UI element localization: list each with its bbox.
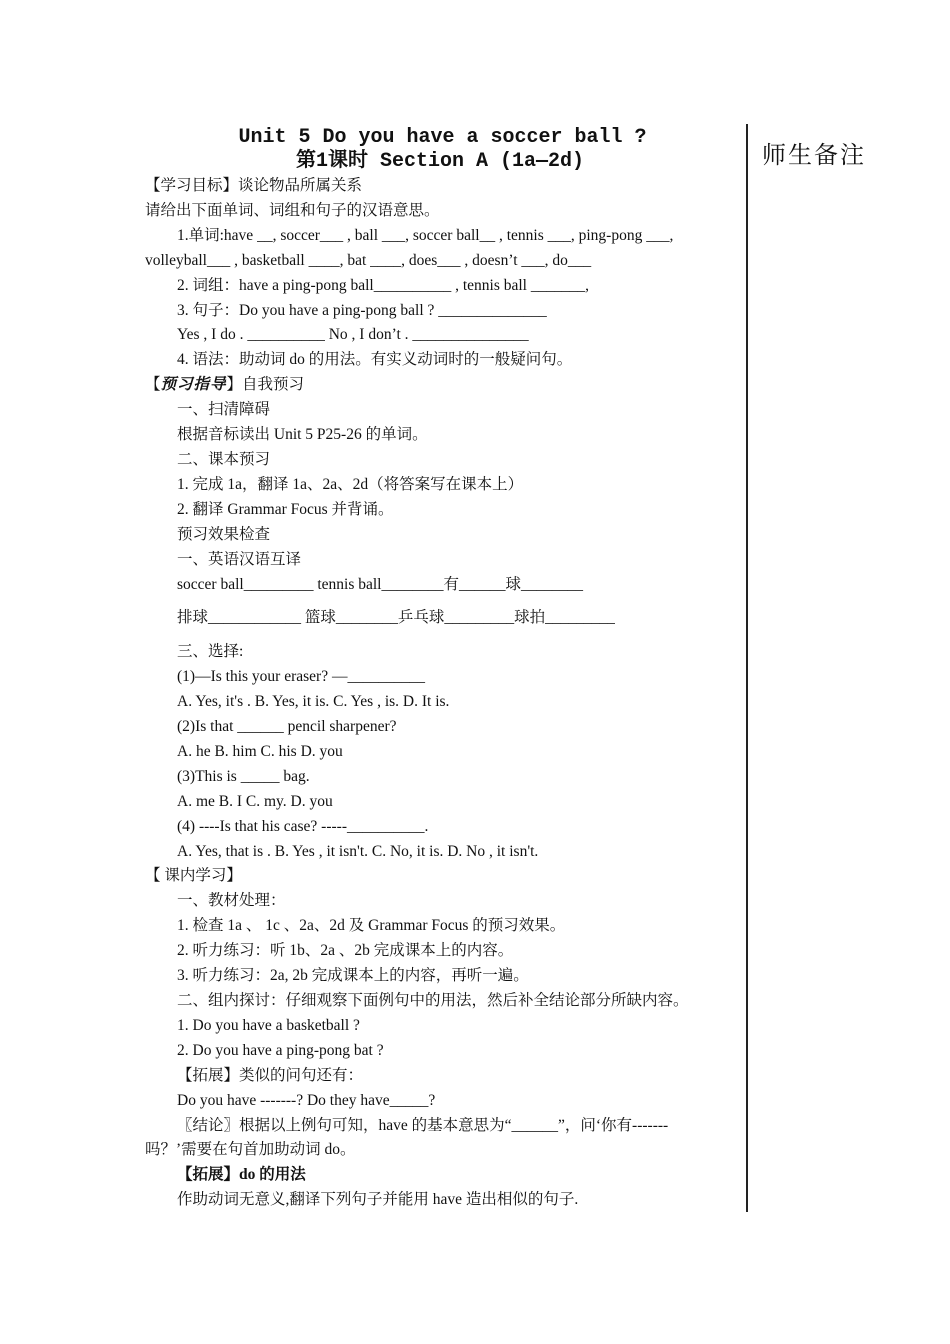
main-content xyxy=(145,126,735,1213)
list-item: 一、扫清障碍 xyxy=(177,401,271,419)
phrases-line: 2. 词组：have a ping-pong ball__________ , tennis ball _______, xyxy=(177,276,589,294)
answer-line: Yes , I do . __________ No , I don’t . _______________ xyxy=(177,326,529,344)
list-item: 一、英语汉语互译 xyxy=(177,550,302,568)
options-item: A. Yes, it's . B. Yes, it is. C. Yes , is. D. It is. xyxy=(177,693,450,711)
list-item: 1. 完成 1a，翻译 1a、2a、2d（将答案写在课本上） xyxy=(177,475,524,493)
grammar-line: 4. 语法：助动词 do 的用法。有实义动词时的一般疑问句。 xyxy=(177,351,573,369)
translation-line: 排球____________ 篮球________乒乓球_________球拍_________ xyxy=(177,609,615,627)
teacher-student-notes-heading: 师生备注 xyxy=(762,141,866,169)
options-item: A. he B. him C. his D. you xyxy=(177,742,343,760)
list-item: 2. 翻译 Grammar Focus 并背诵。 xyxy=(177,500,394,518)
question-item: (1)—Is this your eraser? —__________ xyxy=(177,668,425,686)
list-item: 二、课本预习 xyxy=(177,450,271,468)
preview-guide-heading: 【预习指导】自我预习 xyxy=(145,376,305,394)
vocab-words-line: 1.单词:have __, soccer___ , ball ___, soccer ball__ , tennis ___, ping-pong ___, xyxy=(177,226,674,244)
do-usage-heading: 【拓展】do 的用法 xyxy=(177,1166,306,1184)
options-item: A. Yes, that is . B. Yes , it isn't. C. No, it is. D. No , it isn't. xyxy=(177,842,539,860)
in-class-heading: 【 课内学习】 xyxy=(145,867,242,885)
list-item: 3. 听力练习：2a, 2b 完成课本上的内容，再听一遍。 xyxy=(177,967,529,985)
choice-heading: 三、选择: xyxy=(177,643,244,661)
list-item: 1. 检查 1a 、 1c 、2a、2d 及 Grammar Focus 的预习效果。 xyxy=(177,917,566,935)
list-item: 根据音标读出 Unit 5 P25-26 的单词。 xyxy=(177,426,428,444)
list-item: Do you have -------? Do they have_____? xyxy=(177,1091,436,1109)
sentence-line: 3. 句子：Do you have a ping-pong ball ? ______________ xyxy=(177,301,547,319)
translation-line: soccer ball_________ tennis ball________有______球________ xyxy=(177,575,583,593)
vocab-words-line-continued: volleyball___ , basketball ____, bat ____, does___ , doesn’t ___, do___ xyxy=(145,251,592,269)
list-item: 一、教材处理： xyxy=(177,892,286,910)
question-item: (4) ----Is that his case? -----__________. xyxy=(177,817,429,835)
example-sentence: 2. Do you have a ping-pong bat ? xyxy=(177,1041,384,1059)
list-item: 预习效果检查 xyxy=(177,525,271,543)
lesson-title: 第1课时 Section A (1a—2d) xyxy=(295,150,585,173)
example-sentence: 1. Do you have a basketball ? xyxy=(177,1016,360,1034)
options-item: A. me B. I C. my. D. you xyxy=(177,792,333,810)
list-item: 二、组内探讨：仔细观察下面例句中的用法，然后补全结论部分所缺内容。 xyxy=(177,992,689,1009)
question-item: (2)Is that ______ pencil sharpener? xyxy=(177,718,397,736)
unit-title: Unit 5 Do you have a soccer ball ? xyxy=(238,126,647,149)
question-item: (3)This is _____ bag. xyxy=(177,767,310,785)
list-item: 作助动词无意义,翻译下列句子并能用 have 造出相似的句子. xyxy=(177,1191,579,1209)
list-item: 2. 听力练习：听 1b、2a 、2b 完成课本上的内容。 xyxy=(177,942,514,960)
instruction-line: 请给出下面单词、词组和句子的汉语意思。 xyxy=(145,201,440,219)
extension-heading: 【拓展】类似的问句还有： xyxy=(177,1066,364,1084)
column-divider xyxy=(746,124,748,1212)
learning-goal-heading: 【学习目标】谈论物品所属关系 xyxy=(145,177,363,194)
conclusion-line-continued: 吗？’需要在句首加助动词 do。 xyxy=(145,1141,356,1159)
conclusion-line: 〖结论〗根据以上例句可知，have 的基本意思为“______”，问‘你有------- xyxy=(177,1116,669,1134)
